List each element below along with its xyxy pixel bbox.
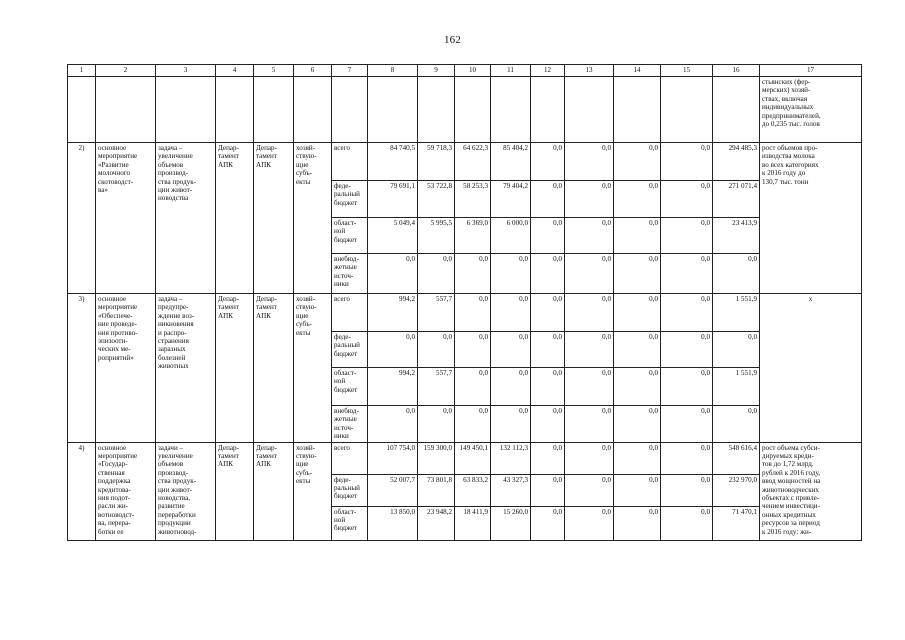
value-cell: 18 411,9	[455, 506, 491, 540]
header-col-11: 11	[491, 65, 531, 77]
header-col-12: 12	[531, 65, 565, 77]
page-number: 162	[443, 34, 462, 46]
value-cell: 6 000,0	[491, 218, 531, 254]
funding-source: всего	[332, 143, 368, 181]
value-cell: 64 622,3	[455, 143, 491, 181]
continuation-note: стьянских (фер- мерских) хозяй- ствах, включая индивидуальных предпринимателей, до 0,235 тыс. голов	[760, 77, 862, 143]
value-cell: 1 551,9	[713, 368, 760, 406]
value-cell: 71 470,1	[713, 506, 760, 540]
header-col-15: 15	[661, 65, 713, 77]
value-cell: 557,7	[418, 368, 455, 406]
value-cell: 0,0	[418, 406, 455, 443]
value-cell: 0,0	[368, 254, 418, 294]
value-cell: 0,0	[565, 294, 614, 332]
value-cell: 0,0	[713, 254, 760, 294]
expected-result: рост объемов про- изводства молока во всех категориях к 2016 году до 130,7 тыс. тонн	[760, 143, 862, 294]
funding-source: феде- ральный бюджет	[332, 181, 368, 218]
value-cell: 0,0	[531, 406, 565, 443]
value-cell: 58 253,3	[455, 181, 491, 218]
funding-source: феде- ральный бюджет	[332, 474, 368, 506]
measure-task: задача – увеличение объемов производ- ства продук- ции живот- новодства	[156, 143, 216, 294]
value-cell: 0,0	[565, 181, 614, 218]
measure-number: 2)	[68, 143, 96, 294]
value-cell: 73 801,8	[418, 474, 455, 506]
value-cell: 0,0	[531, 474, 565, 506]
header-col-6: 6	[294, 65, 332, 77]
value-cell: 0,0	[491, 332, 531, 368]
value-cell: 0,0	[614, 254, 661, 294]
value-cell: 0,0	[661, 254, 713, 294]
value-cell: 0,0	[614, 294, 661, 332]
value-cell: 43 327,3	[491, 474, 531, 506]
header-col-3: 3	[156, 65, 216, 77]
value-cell: 0,0	[368, 332, 418, 368]
value-cell: 548 616,4	[713, 442, 760, 474]
measure-number: 3)	[68, 294, 96, 443]
value-cell: 0,0	[565, 474, 614, 506]
value-cell: 0,0	[531, 143, 565, 181]
responsible-executor: Депар- тамент АПК	[216, 143, 254, 294]
value-cell: 0,0	[614, 368, 661, 406]
measure-name: основное мероприятие «Обеспече- ние проведе- ния противо- эпизооти- ческих ме- роприятий»	[96, 294, 156, 443]
funding-source: област- ной бюджет	[332, 506, 368, 540]
value-cell: 0,0	[491, 254, 531, 294]
value-cell: 0,0	[455, 406, 491, 443]
responsible-executor: Депар- тамент АПК	[216, 442, 254, 540]
header-col-14: 14	[614, 65, 661, 77]
measure-number: 4)	[68, 442, 96, 540]
co-executor: Депар- тамент АПК	[254, 442, 294, 540]
value-cell: 0,0	[531, 368, 565, 406]
value-cell: 0,0	[368, 406, 418, 443]
value-cell: 0,0	[531, 332, 565, 368]
value-cell: 0,0	[565, 368, 614, 406]
value-cell: 0,0	[713, 332, 760, 368]
value-cell: 0,0	[661, 218, 713, 254]
co-executor: Депар- тамент АПК	[254, 294, 294, 443]
value-cell: 0,0	[661, 143, 713, 181]
value-cell: 59 718,3	[418, 143, 455, 181]
measure-name: основное мероприятие «Развитие молочного скотоводст- ва»	[96, 143, 156, 294]
continuation-row	[68, 77, 862, 143]
value-cell: 0,0	[614, 406, 661, 443]
value-cell: 0,0	[614, 143, 661, 181]
value-cell: 0,0	[455, 368, 491, 406]
value-cell: 23 948,2	[418, 506, 455, 540]
value-cell: 0,0	[661, 368, 713, 406]
table-row	[68, 442, 862, 474]
header-col-9: 9	[418, 65, 455, 77]
value-cell: 0,0	[565, 406, 614, 443]
header-col-8: 8	[368, 65, 418, 77]
header-row	[68, 65, 862, 77]
value-cell: 0,0	[614, 181, 661, 218]
funding-source: внебюд- жетные источ- ники	[332, 254, 368, 294]
value-cell: 0,0	[614, 506, 661, 540]
header-col-2: 2	[96, 65, 156, 77]
measure-task: задача – предупре- ждение воз- никновения и распро- странения заразных болезней животных	[156, 294, 216, 443]
value-cell: 0,0	[614, 474, 661, 506]
value-cell: 107 754,0	[368, 442, 418, 474]
header-col-7: 7	[332, 65, 368, 77]
funding-source: всего	[332, 442, 368, 474]
value-cell: 0,0	[661, 442, 713, 474]
responsible-executor: Депар- тамент АПК	[216, 294, 254, 443]
expected-result: рост объема субси- дируемых креди- тов до 1,72 млрд. рублей к 2016 году, ввод мощностей на животноводческих объектах с привле- чением инвестици- онных кредитных ресурсов за период к 2016 году: жи-	[760, 442, 862, 540]
value-cell: 557,7	[418, 294, 455, 332]
value-cell: 0,0	[531, 218, 565, 254]
value-cell: 0,0	[614, 442, 661, 474]
value-cell: 294 485,3	[713, 143, 760, 181]
header-col-4: 4	[216, 65, 254, 77]
funding-source: област- ной бюджет	[332, 218, 368, 254]
measure-task: задачи – увеличение объемов производ- ства продук- ции живот- новодства, развитие переработки продукции животновод-	[156, 442, 216, 540]
header-col-17: 17	[760, 65, 862, 77]
value-cell: 0,0	[565, 218, 614, 254]
value-cell: 0,0	[661, 474, 713, 506]
value-cell: 0,0	[455, 294, 491, 332]
value-cell: 0,0	[418, 254, 455, 294]
header-col-16: 16	[713, 65, 760, 77]
value-cell: 0,0	[531, 254, 565, 294]
value-cell: 0,0	[565, 143, 614, 181]
value-cell: 0,0	[455, 332, 491, 368]
value-cell: 5 995,5	[418, 218, 455, 254]
value-cell: 0,0	[531, 442, 565, 474]
value-cell: 53 722,8	[418, 181, 455, 218]
value-cell: 5 049,4	[368, 218, 418, 254]
funding-source: внебюд- жетные источ- ники	[332, 406, 368, 443]
value-cell: 994,2	[368, 294, 418, 332]
value-cell: 0,0	[531, 506, 565, 540]
funding-source: феде- ральный бюджет	[332, 332, 368, 368]
value-cell: 0,0	[491, 406, 531, 443]
header-col-13: 13	[565, 65, 614, 77]
value-cell: 85 404,2	[491, 143, 531, 181]
value-cell: 79 691,1	[368, 181, 418, 218]
value-cell: 0,0	[614, 332, 661, 368]
value-cell: 994,2	[368, 368, 418, 406]
value-cell: 0,0	[418, 332, 455, 368]
table-row	[68, 294, 862, 332]
value-cell: 0,0	[491, 294, 531, 332]
value-cell: 84 740,5	[368, 143, 418, 181]
value-cell: 0,0	[713, 406, 760, 443]
value-cell: 0,0	[491, 368, 531, 406]
value-cell: 13 850,0	[368, 506, 418, 540]
value-cell: 0,0	[661, 181, 713, 218]
table-row	[68, 143, 862, 181]
value-cell: 0,0	[565, 506, 614, 540]
value-cell: 0,0	[565, 254, 614, 294]
header-col-10: 10	[455, 65, 491, 77]
value-cell: 0,0	[565, 332, 614, 368]
value-cell: 0,0	[565, 442, 614, 474]
participants: хозяй- ствую- щие субъ- екты	[294, 143, 332, 294]
value-cell: 0,0	[531, 294, 565, 332]
funding-source: област- ной бюджет	[332, 368, 368, 406]
expected-result: х	[760, 294, 862, 443]
value-cell: 271 071,4	[713, 181, 760, 218]
participants: хозяй- ствую- щие субъ- екты	[294, 442, 332, 540]
value-cell: 1 551,9	[713, 294, 760, 332]
value-cell: 0,0	[455, 254, 491, 294]
value-cell: 63 833,2	[455, 474, 491, 506]
program-table	[67, 64, 862, 541]
measure-name: основное мероприятие «Государ- ственная поддержка кредитова- ния подот- расли жи- вотноводст- ва, перера- ботки ее	[96, 442, 156, 540]
value-cell: 15 260,0	[491, 506, 531, 540]
co-executor: Депар- тамент АПК	[254, 143, 294, 294]
participants: хозяй- ствую- щие субъ- екты	[294, 294, 332, 443]
value-cell: 132 112,3	[491, 442, 531, 474]
header-col-5: 5	[254, 65, 294, 77]
value-cell: 0,0	[531, 181, 565, 218]
value-cell: 6 369,0	[455, 218, 491, 254]
value-cell: 52 007,7	[368, 474, 418, 506]
header-col-1: 1	[68, 65, 96, 77]
value-cell: 0,0	[661, 294, 713, 332]
value-cell: 232 970,0	[713, 474, 760, 506]
value-cell: 0,0	[661, 332, 713, 368]
funding-source: всего	[332, 294, 368, 332]
value-cell: 0,0	[661, 406, 713, 443]
value-cell: 79 404,2	[491, 181, 531, 218]
value-cell: 0,0	[614, 218, 661, 254]
value-cell: 23 413,9	[713, 218, 760, 254]
value-cell: 159 300,0	[418, 442, 455, 474]
value-cell: 0,0	[661, 506, 713, 540]
value-cell: 149 450,1	[455, 442, 491, 474]
